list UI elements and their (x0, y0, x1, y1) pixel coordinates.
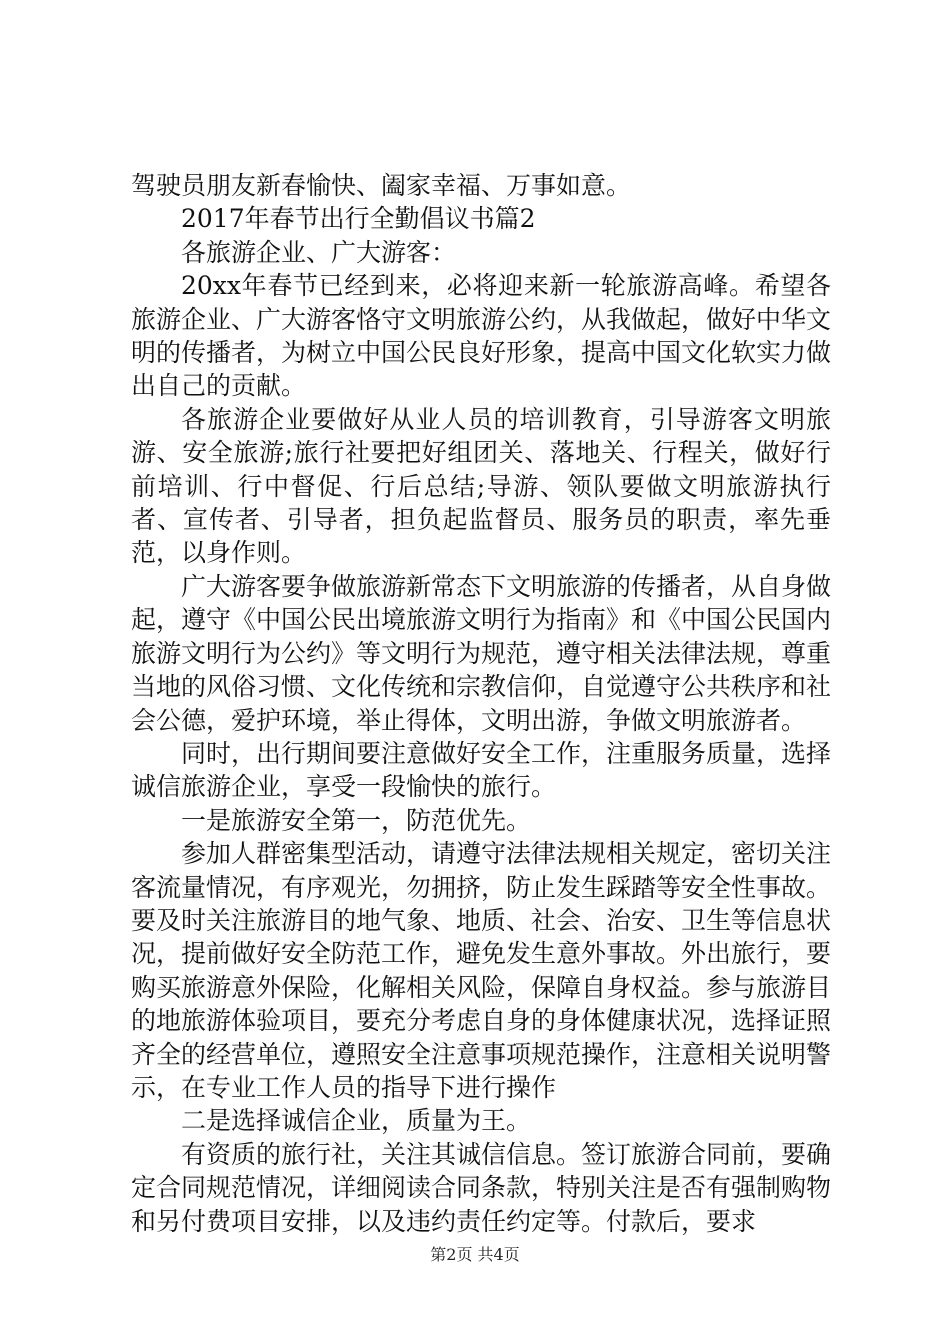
paragraph: 各旅游企业要做好从业人员的培训教育，引导游客文明旅游、安全旅游;旅行社要把好组团关、落地关、行程关，做好行前培训、行中督促、行后总结;导游、领队要做文明旅游执行者、宣传者、引导者，担负起监督员、服务员的职责，率先垂范，以身作则。 (131, 404, 831, 568)
subheading: 一是旅游安全第一，防范优先。 (181, 805, 532, 835)
paragraph: 20xx年春节已经到来，必将迎来新一轮旅游高峰。希望各旅游企业、广大游客恪守文明旅游公约，从我做起，做好中华文明的传播者，为树立中国公民良好形象，提高中国文化软实力做出自己的贡献。 (131, 271, 832, 401)
paragraph: 参加人群密集型活动，请遵守法律法规相关规定，密切关注客流量情况，有序观光，勿拥挤，防止发生踩踏等安全性事故。要及时关注旅游目的地气象、地质、社会、治安、卫生等信息状况，提前做好安全防范工作，避免发生意外事故。外出旅行，要购买旅游意外保险，化解相关风险，保障自身权益。参与旅游目的地旅游体验项目，要充分考虑自身的身体健康状况，选择证照齐全的经营单位，遵照安全注意事项规范操作，注意相关说明警示，在专业工作人员的指导下进行操作 (131, 839, 832, 1102)
section-title: 2017年春节出行全勤倡议书篇2 (181, 204, 536, 234)
salutation: 各旅游企业、广大游客： (181, 237, 457, 267)
subheading: 二是选择诚信企业，质量为王。 (181, 1106, 532, 1136)
paragraph: 同时，出行期间要注意做好安全工作，注重服务质量，选择诚信旅游企业，享受一段愉快的旅行。 (131, 738, 832, 802)
paragraph: 广大游客要争做旅游新常态下文明旅游的传播者，从自身做起，遵守《中国公民出境旅游文明行为指南》和《中国公民国内旅游文明行为公约》等文明行为规范，遵守相关法律法规，尊重当地的风俗习惯、文化传统和宗教信仰，自觉遵守公共秩序和社会公德，爱护环境，举止得体，文明出游，争做文明旅游者。 (131, 571, 832, 735)
page-number-footer: 第2页 共4页 (430, 1245, 520, 1264)
paragraph: 有资质的旅行社，关注其诚信信息。签订旅游合同前，要确定合同规范情况，详细阅读合同条款，特别关注是否有强制购物和另付费项目安排，以及违约责任约定等。付款后，要求 (131, 1139, 832, 1236)
paragraph: 驾驶员朋友新春愉快、阖家幸福、万事如意。 (131, 171, 632, 200)
document-body (131, 169, 831, 1238)
